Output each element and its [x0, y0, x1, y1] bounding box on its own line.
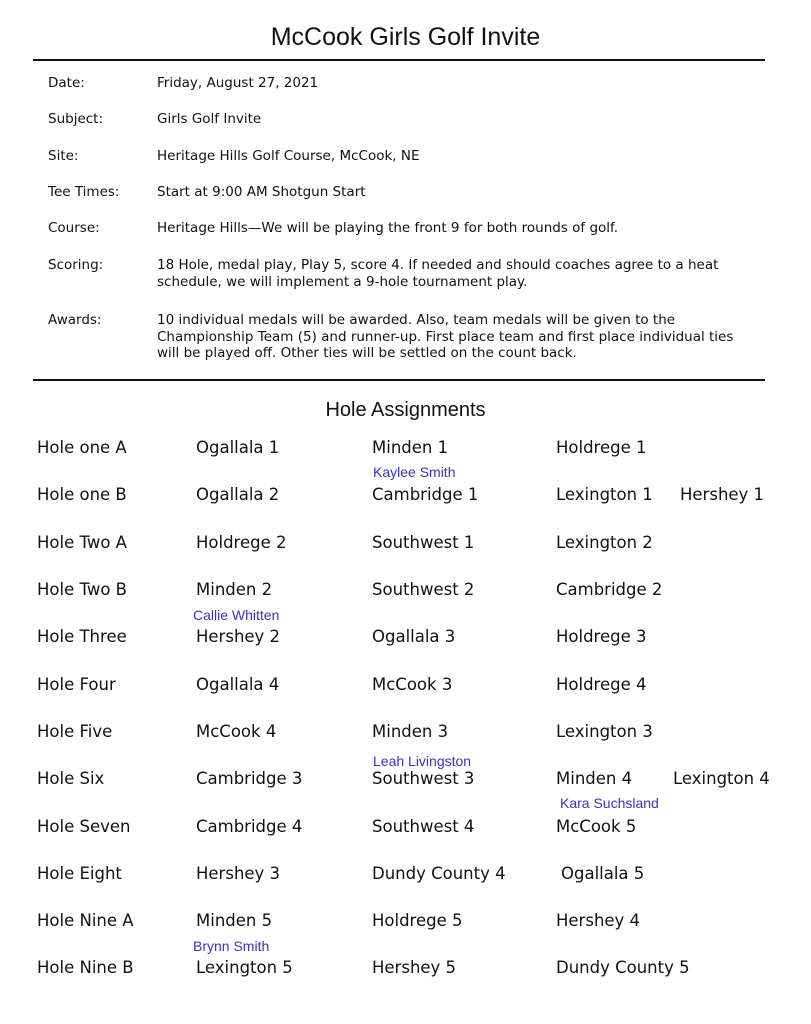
- team-cell: Cambridge 4: [196, 817, 303, 836]
- page-title: McCook Girls Golf Invite: [270, 23, 541, 51]
- info-value: Start at 9:00 AM Shotgun Start: [157, 184, 366, 200]
- info-label: Date:: [48, 75, 85, 91]
- info-value: 10 individual medals will be awarded. Also, team medals will be given to the Championship Team (5) and runner-up. First place team and first place individual ties will be played off. Other ties will be settled on the count back.: [157, 312, 734, 361]
- hole-label: Hole Three: [37, 627, 127, 646]
- hole-label: Hole Four: [37, 675, 116, 694]
- team-cell: Southwest 4: [372, 817, 475, 836]
- team-cell: Dundy County 5: [556, 958, 690, 977]
- hole-label: Hole one A: [37, 438, 127, 457]
- hole-label: Hole Six: [37, 769, 105, 788]
- player-name: Brynn Smith: [193, 938, 270, 954]
- top-divider: [33, 59, 765, 61]
- team-cell: Southwest 3: [372, 769, 475, 788]
- info-value: 18 Hole, medal play, Play 5, score 4. If needed and should coaches agree to a heat schedule, we will implement a 9-hole tournament play.: [157, 257, 719, 290]
- team-cell: Lexington 5: [196, 958, 293, 977]
- info-label: Subject:: [48, 111, 104, 127]
- team-cell: McCook 4: [196, 722, 277, 741]
- team-cell: Minden 3: [372, 722, 449, 741]
- team-cell: Lexington 4: [673, 769, 770, 788]
- team-cell: Holdrege 1: [556, 438, 647, 457]
- section-title: Hole Assignments: [325, 399, 486, 421]
- team-cell: Ogallala 5: [561, 864, 645, 883]
- info-label: Site:: [48, 148, 79, 164]
- team-cell: Cambridge 3: [196, 769, 303, 788]
- hole-label: Hole Eight: [37, 864, 122, 883]
- team-cell: Minden 2: [196, 580, 273, 599]
- team-cell: Holdrege 5: [372, 911, 463, 930]
- hole-label: Hole Two A: [37, 533, 127, 552]
- team-cell: Southwest 1: [372, 533, 475, 552]
- player-name: Kara Suchsland: [560, 795, 659, 811]
- team-cell: Cambridge 2: [556, 580, 663, 599]
- team-cell: Cambridge 1: [372, 485, 479, 504]
- info-label: Awards:: [48, 312, 102, 328]
- bottom-divider: [33, 379, 765, 381]
- player-name: Kaylee Smith: [373, 464, 456, 480]
- player-name: Callie Whitten: [193, 607, 280, 623]
- team-cell: Minden 1: [372, 438, 449, 457]
- team-cell: Holdrege 3: [556, 627, 647, 646]
- hole-label: Hole Nine B: [37, 958, 134, 977]
- team-cell: Ogallala 4: [196, 675, 280, 694]
- hole-label: Hole Five: [37, 722, 113, 741]
- team-cell: Holdrege 2: [196, 533, 287, 552]
- team-cell: Hershey 4: [556, 911, 641, 930]
- team-cell: Minden 5: [196, 911, 273, 930]
- team-cell: Hershey 5: [372, 958, 457, 977]
- team-cell: Southwest 2: [372, 580, 475, 599]
- team-cell: Lexington 3: [556, 722, 653, 741]
- team-cell: Hershey 1: [680, 485, 765, 504]
- team-cell: Ogallala 3: [372, 627, 456, 646]
- hole-label: Hole Seven: [37, 817, 131, 836]
- team-cell: Lexington 1: [556, 485, 653, 504]
- team-cell: McCook 5: [556, 817, 637, 836]
- hole-label: Hole Two B: [37, 580, 127, 599]
- team-cell: Hershey 2: [196, 627, 281, 646]
- info-value: Heritage Hills—We will be playing the front 9 for both rounds of golf.: [157, 220, 619, 236]
- hole-label: Hole one B: [37, 485, 127, 504]
- info-label: Course:: [48, 220, 100, 236]
- info-value: Friday, August 27, 2021: [157, 75, 319, 91]
- team-cell: Minden 4: [556, 769, 633, 788]
- team-cell: Holdrege 4: [556, 675, 647, 694]
- team-cell: Hershey 3: [196, 864, 281, 883]
- info-label: Tee Times:: [48, 184, 120, 200]
- team-cell: Ogallala 2: [196, 485, 280, 504]
- team-cell: McCook 3: [372, 675, 453, 694]
- info-value: Girls Golf Invite: [157, 111, 262, 127]
- info-label: Scoring:: [48, 257, 104, 273]
- team-cell: Ogallala 1: [196, 438, 280, 457]
- player-name: Leah Livingston: [373, 753, 472, 769]
- hole-label: Hole Nine A: [37, 911, 134, 930]
- info-value: Heritage Hills Golf Course, McCook, NE: [157, 148, 420, 164]
- team-cell: Dundy County 4: [372, 864, 506, 883]
- team-cell: Lexington 2: [556, 533, 653, 552]
